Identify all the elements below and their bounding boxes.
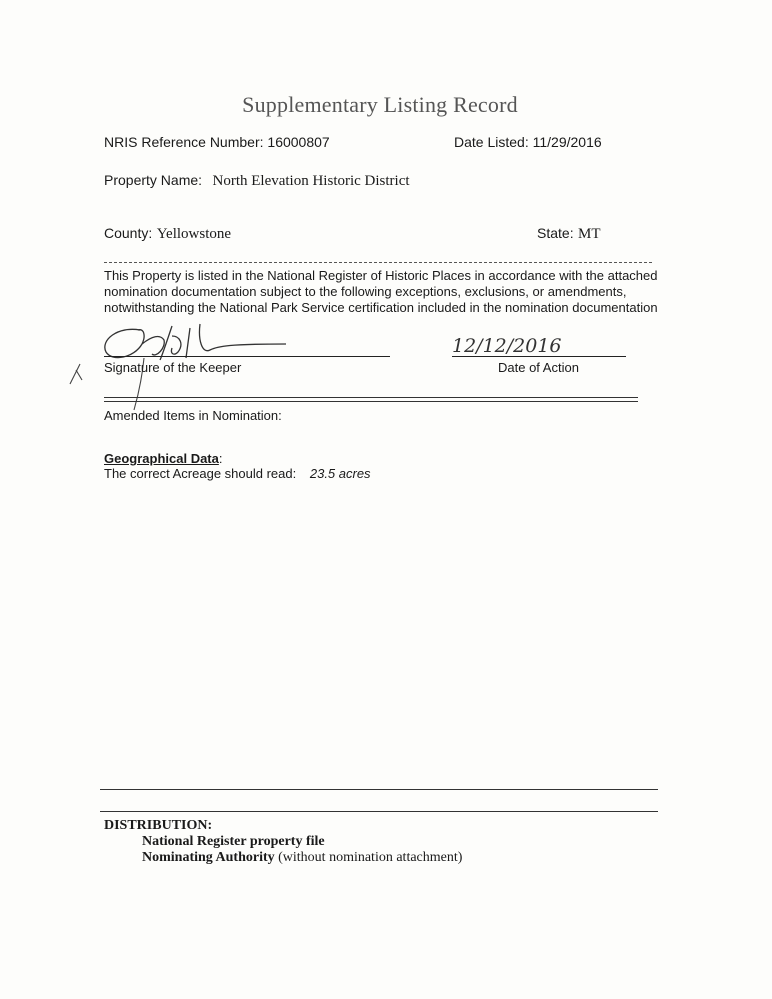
date-listed [454,134,602,150]
county-value: Yellowstone [156,226,232,242]
signature-line [104,356,390,357]
page-title: Supplementary Listing Record [242,92,518,117]
state [537,225,601,243]
amended-label: Amended Items in Nomination: [104,408,282,423]
signature-label: Signature of the Keeper [104,360,242,375]
action-date-handwritten: 12/12/2016 [452,335,562,357]
action-date-line [452,356,626,357]
distribution-item-2-bold: Nominating Authority [142,850,275,865]
distribution-item-2 [142,850,462,866]
distribution-item-2-rest: (without nomination attachment) [274,850,463,865]
geo-heading: Geographical Data [104,451,219,466]
county [104,225,231,243]
geo-acreage-row [104,466,371,481]
county-label: County: [104,225,153,241]
date-listed-value: 11/29/2016 [532,134,602,150]
distribution-item-1: National Register property file [142,834,325,849]
distribution-heading: DISTRIBUTION: [104,818,213,833]
property-name [104,172,410,190]
property-label: Property Name: [104,172,203,188]
bottom-rule-1 [100,789,658,790]
nris-label: NRIS Reference Number: [104,134,264,150]
geo-acreage-value: 23.5 acres [309,466,371,481]
nris-reference [104,134,330,150]
double-divider [104,397,638,402]
nris-value: 16000807 [267,134,330,150]
property-value: North Elevation Historic District [212,173,410,189]
action-date-label: Date of Action [498,360,579,375]
geo-acreage-text: The correct Acreage should read: [104,466,297,481]
date-listed-label: Date Listed: [454,134,529,150]
geo-heading-colon: : [218,451,223,466]
bottom-rule-2 [100,811,658,812]
geo-heading-row [104,451,223,466]
state-label: State: [537,225,574,241]
dashed-divider [104,262,652,263]
state-value: MT [578,226,601,242]
listing-statement: This Property is listed in the National Register of Historic Places in accordance with the attached nomination documentation subject to the following exceptions, exclusions, or amendments, notwithstanding the National Park Service certification included in the nomination documentation [104,268,658,315]
